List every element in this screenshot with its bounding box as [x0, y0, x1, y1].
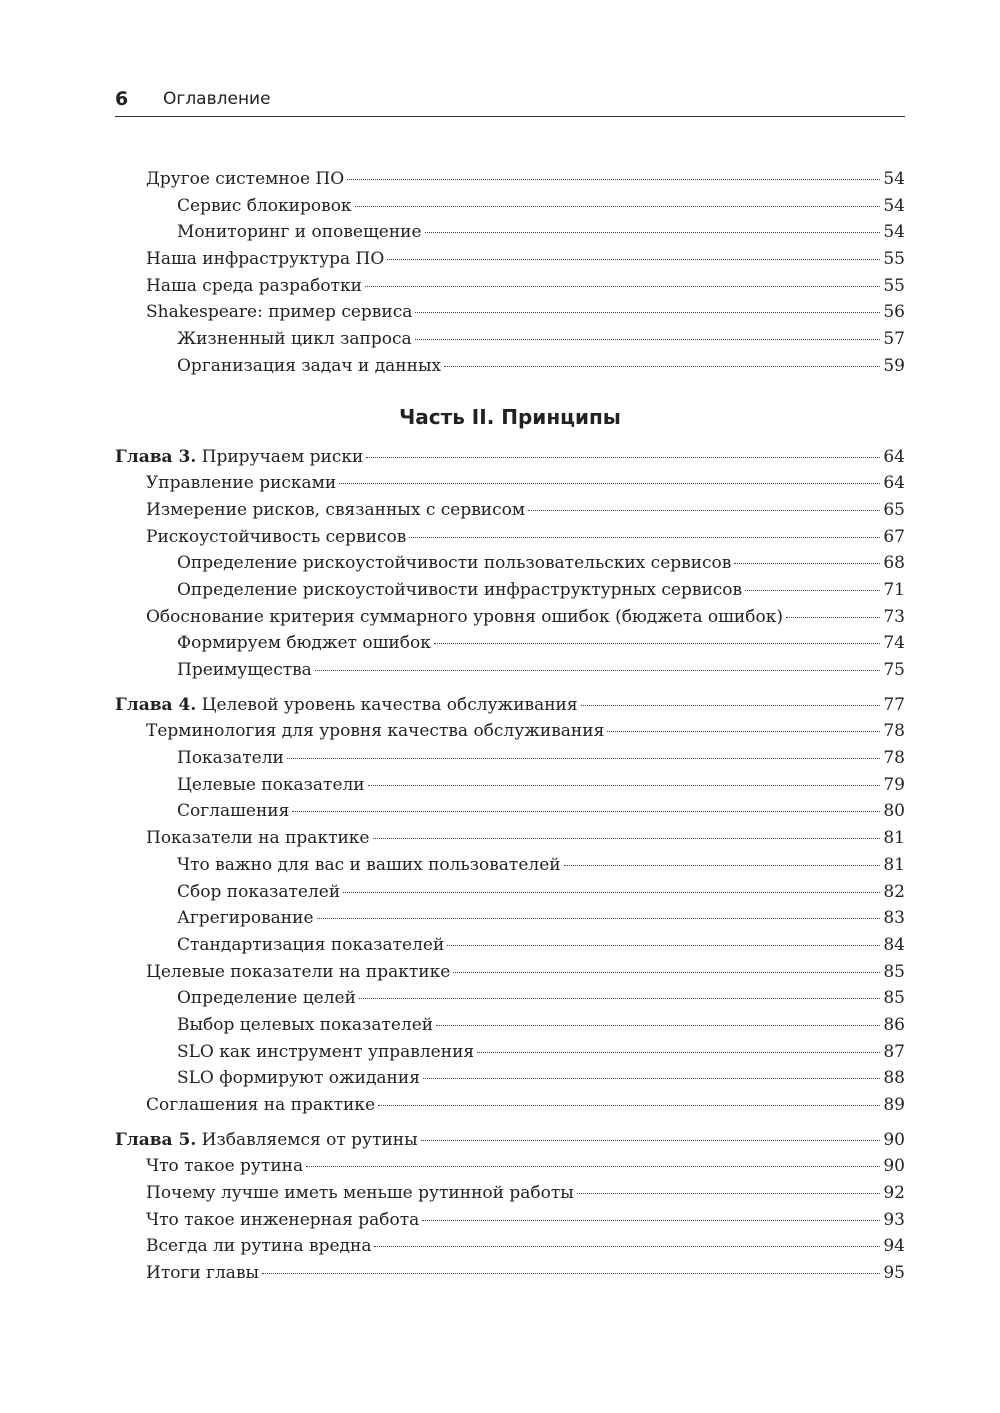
- page-ref: 84: [883, 934, 905, 955]
- entry-text: Что важно для вас и ваших пользователей: [177, 854, 561, 875]
- page-ref: 74: [883, 633, 905, 654]
- dot-leader: [306, 1166, 880, 1167]
- toc-entry[interactable]: [115, 353, 905, 380]
- dot-leader: [581, 705, 881, 706]
- dot-leader: [422, 1220, 880, 1221]
- page-ref: 67: [883, 526, 905, 547]
- entry-text: Что такое инженерная работа: [146, 1209, 420, 1230]
- dot-leader: [423, 1078, 880, 1079]
- toc-entry[interactable]: [115, 932, 905, 959]
- toc-entry[interactable]: [115, 879, 905, 906]
- entry-text: Соглашения на практике: [146, 1095, 376, 1115]
- dot-leader: [373, 838, 881, 839]
- dot-leader: [359, 998, 880, 999]
- page-ref: 95: [883, 1263, 905, 1284]
- page-ref: 55: [883, 249, 905, 270]
- entry-text: Shakespeare: пример сервиса: [146, 302, 413, 323]
- chapter-entry[interactable]: [115, 444, 905, 471]
- toc-entry[interactable]: [115, 326, 905, 353]
- entry-text: Рискоустойчивость сервисов: [146, 526, 407, 547]
- entry-text: Показатели на практике: [146, 828, 370, 849]
- toc-entry[interactable]: [115, 985, 905, 1012]
- toc-entry[interactable]: [115, 718, 905, 745]
- entry-text: SLO формируют ожидания: [177, 1068, 420, 1089]
- page-ref: 92: [883, 1183, 905, 1204]
- chapter-entry[interactable]: [115, 692, 905, 719]
- dot-leader: [368, 785, 881, 786]
- entry-text: Целевые показатели на практике: [146, 961, 451, 982]
- page-ref: 73: [883, 606, 905, 627]
- dot-leader: [434, 643, 881, 644]
- toc-entry[interactable]: [115, 524, 905, 551]
- running-title: Оглавление: [163, 89, 271, 109]
- toc-entry[interactable]: [115, 246, 905, 273]
- page-ref: 90: [883, 1129, 905, 1150]
- entry-text: Стандартизация показателей: [177, 934, 445, 955]
- dot-leader: [339, 483, 880, 484]
- page-ref: 78: [883, 748, 905, 769]
- toc-entry[interactable]: [115, 1180, 905, 1207]
- dot-leader: [355, 206, 881, 207]
- page-ref: 86: [883, 1014, 905, 1035]
- toc-entry[interactable]: [115, 1207, 905, 1234]
- page-ref: 77: [883, 694, 905, 715]
- entry-text: Соглашения: [177, 801, 290, 822]
- toc-entry[interactable]: [115, 1153, 905, 1180]
- page-ref: 71: [883, 579, 905, 600]
- entry-text: Формируем бюджет ошибок: [177, 633, 431, 654]
- chapter-title: Целевой уровень качества обслуживания: [201, 694, 578, 715]
- chapter-block: [115, 1127, 905, 1287]
- toc-entry[interactable]: [115, 1233, 905, 1260]
- dot-leader: [528, 510, 880, 511]
- entry-text: SLO как инструмент управления: [177, 1041, 475, 1062]
- entry-text: [115, 444, 363, 471]
- page-ref: 68: [883, 553, 905, 574]
- dot-leader: [745, 590, 880, 591]
- page-header: [115, 84, 905, 117]
- page-ref: 82: [883, 881, 905, 902]
- toc-entry[interactable]: [115, 905, 905, 932]
- dot-leader: [374, 1246, 880, 1247]
- entry-text: Сбор показателей: [177, 881, 341, 902]
- entry-text: Организация задач и данных: [177, 355, 442, 376]
- entry-text: Измерение рисков, связанных с сервисом: [146, 499, 526, 520]
- entry-text: Мониторинг и оповещение: [177, 222, 422, 243]
- dot-leader: [262, 1273, 880, 1274]
- entry-text: Преимущества: [177, 660, 312, 680]
- toc-entry[interactable]: [115, 219, 905, 246]
- page-ref: 54: [883, 169, 905, 189]
- toc-entry[interactable]: [115, 577, 905, 604]
- page-ref: 85: [883, 961, 905, 982]
- page-ref: 59: [883, 355, 905, 376]
- chapter-gap: [115, 1119, 905, 1127]
- table-of-contents: [115, 166, 905, 1287]
- part-title: Часть II. Принципы: [399, 404, 621, 429]
- dot-leader: [425, 232, 881, 233]
- toc-entry[interactable]: [115, 630, 905, 657]
- page-ref: 79: [883, 774, 905, 795]
- toc-entry[interactable]: [115, 1039, 905, 1066]
- entry-text: Наша инфраструктура ПО: [146, 249, 385, 270]
- entry-text: Выбор целевых показателей: [177, 1014, 434, 1035]
- toc-entry[interactable]: [115, 1092, 905, 1119]
- dot-leader: [453, 972, 880, 973]
- toc-entry[interactable]: [115, 470, 905, 497]
- toc-entry[interactable]: [115, 497, 905, 524]
- page-ref: 64: [883, 446, 905, 467]
- entry-text: Показатели: [177, 748, 284, 769]
- dot-leader: [317, 918, 881, 919]
- toc-entry[interactable]: [115, 604, 905, 631]
- toc-entry[interactable]: [115, 852, 905, 879]
- entry-text: Целевые показатели: [177, 774, 365, 795]
- entry-text: Управление рисками: [146, 473, 337, 494]
- entry-text: Жизненный цикл запроса: [177, 329, 412, 350]
- page-ref: 93: [883, 1209, 905, 1230]
- toc-entry[interactable]: [115, 166, 905, 193]
- dot-leader: [564, 865, 881, 866]
- dot-leader: [436, 1025, 880, 1026]
- chapter-label: Глава 5.: [115, 1129, 197, 1150]
- entry-text: Итоги главы: [146, 1263, 260, 1284]
- page-ref: 89: [883, 1095, 905, 1115]
- toc-entry[interactable]: [115, 550, 905, 577]
- entry-text: Обоснование критерия суммарного уровня ошибок (бюджета ошибок): [146, 606, 783, 627]
- page-ref: 80: [883, 801, 905, 822]
- toc-entry[interactable]: [115, 1065, 905, 1092]
- dot-leader: [409, 537, 880, 538]
- page-ref: 83: [883, 908, 905, 929]
- page-ref: 64: [883, 473, 905, 494]
- entry-text: Всегда ли рутина вредна: [146, 1236, 372, 1257]
- chapter-label: Глава 4.: [115, 694, 197, 715]
- toc-entry[interactable]: [115, 745, 905, 772]
- dot-leader: [444, 366, 880, 367]
- page-ref: 81: [883, 828, 905, 849]
- page-ref: 65: [883, 499, 905, 520]
- page-number: 6: [115, 88, 129, 110]
- dot-leader: [577, 1193, 881, 1194]
- page-ref: 55: [883, 275, 905, 296]
- dot-leader: [415, 339, 881, 340]
- toc-entry[interactable]: [115, 798, 905, 825]
- entry-text: Другое системное ПО: [146, 169, 345, 189]
- dot-leader: [477, 1052, 880, 1053]
- continued-section: [115, 166, 905, 380]
- entry-text: [115, 1127, 418, 1154]
- toc-entry[interactable]: [115, 959, 905, 986]
- page-ref: 57: [883, 329, 905, 350]
- chapter-block: [115, 692, 905, 1119]
- dot-leader: [387, 259, 880, 260]
- entry-text: Что такое рутина: [146, 1156, 304, 1177]
- page-ref: 54: [883, 222, 905, 243]
- entry-text: [115, 692, 578, 719]
- toc-entry[interactable]: [115, 1260, 905, 1287]
- chapter-title: Избавляемся от рутины: [201, 1129, 418, 1150]
- chapter-block: [115, 444, 905, 684]
- entry-text: Почему лучше иметь меньше рутинной работы: [146, 1183, 574, 1204]
- entry-text: Определение целей: [177, 988, 356, 1009]
- page-ref: 56: [883, 302, 905, 323]
- page-ref: 75: [883, 660, 905, 680]
- dot-leader: [347, 179, 880, 180]
- dot-leader: [287, 758, 881, 759]
- toc-entry[interactable]: [115, 299, 905, 326]
- chapter-label: Глава 3.: [115, 446, 197, 467]
- toc-entry[interactable]: [115, 825, 905, 852]
- dot-leader: [447, 945, 880, 946]
- chapter-title: Приручаем риски: [201, 446, 364, 467]
- dot-leader: [734, 563, 880, 564]
- chapter-gap: [115, 684, 905, 692]
- toc-entry[interactable]: [115, 273, 905, 300]
- entry-text: Наша среда разработки: [146, 275, 362, 296]
- chapter-entry[interactable]: [115, 1127, 905, 1154]
- entry-text: Агрегирование: [177, 908, 314, 929]
- dot-leader: [378, 1105, 880, 1106]
- dot-leader: [607, 731, 880, 732]
- dot-leader: [292, 811, 880, 812]
- dot-leader: [365, 286, 880, 287]
- page-ref: 94: [883, 1236, 905, 1257]
- page-ref: 81: [883, 854, 905, 875]
- toc-entry[interactable]: [115, 1012, 905, 1039]
- dot-leader: [786, 617, 880, 618]
- toc-entry[interactable]: [115, 193, 905, 220]
- entry-text: Терминология для уровня качества обслуживания: [146, 721, 605, 742]
- dot-leader: [415, 312, 880, 313]
- page-ref: 87: [883, 1041, 905, 1062]
- page-ref: 78: [883, 721, 905, 742]
- dot-leader: [366, 457, 880, 458]
- dot-leader: [343, 892, 880, 893]
- page-ref: 90: [883, 1156, 905, 1177]
- toc-entry[interactable]: [115, 657, 905, 684]
- page-ref: 85: [883, 988, 905, 1009]
- toc-entry[interactable]: [115, 772, 905, 799]
- entry-text: Определение рискоустойчивости пользовательских сервисов: [177, 553, 732, 574]
- dot-leader: [315, 670, 881, 671]
- entry-text: Определение рискоустойчивости инфраструктурных сервисов: [177, 579, 743, 600]
- entry-text: Сервис блокировок: [177, 195, 352, 216]
- dot-leader: [421, 1140, 881, 1141]
- page-ref: 54: [883, 195, 905, 216]
- page-ref: 88: [883, 1068, 905, 1089]
